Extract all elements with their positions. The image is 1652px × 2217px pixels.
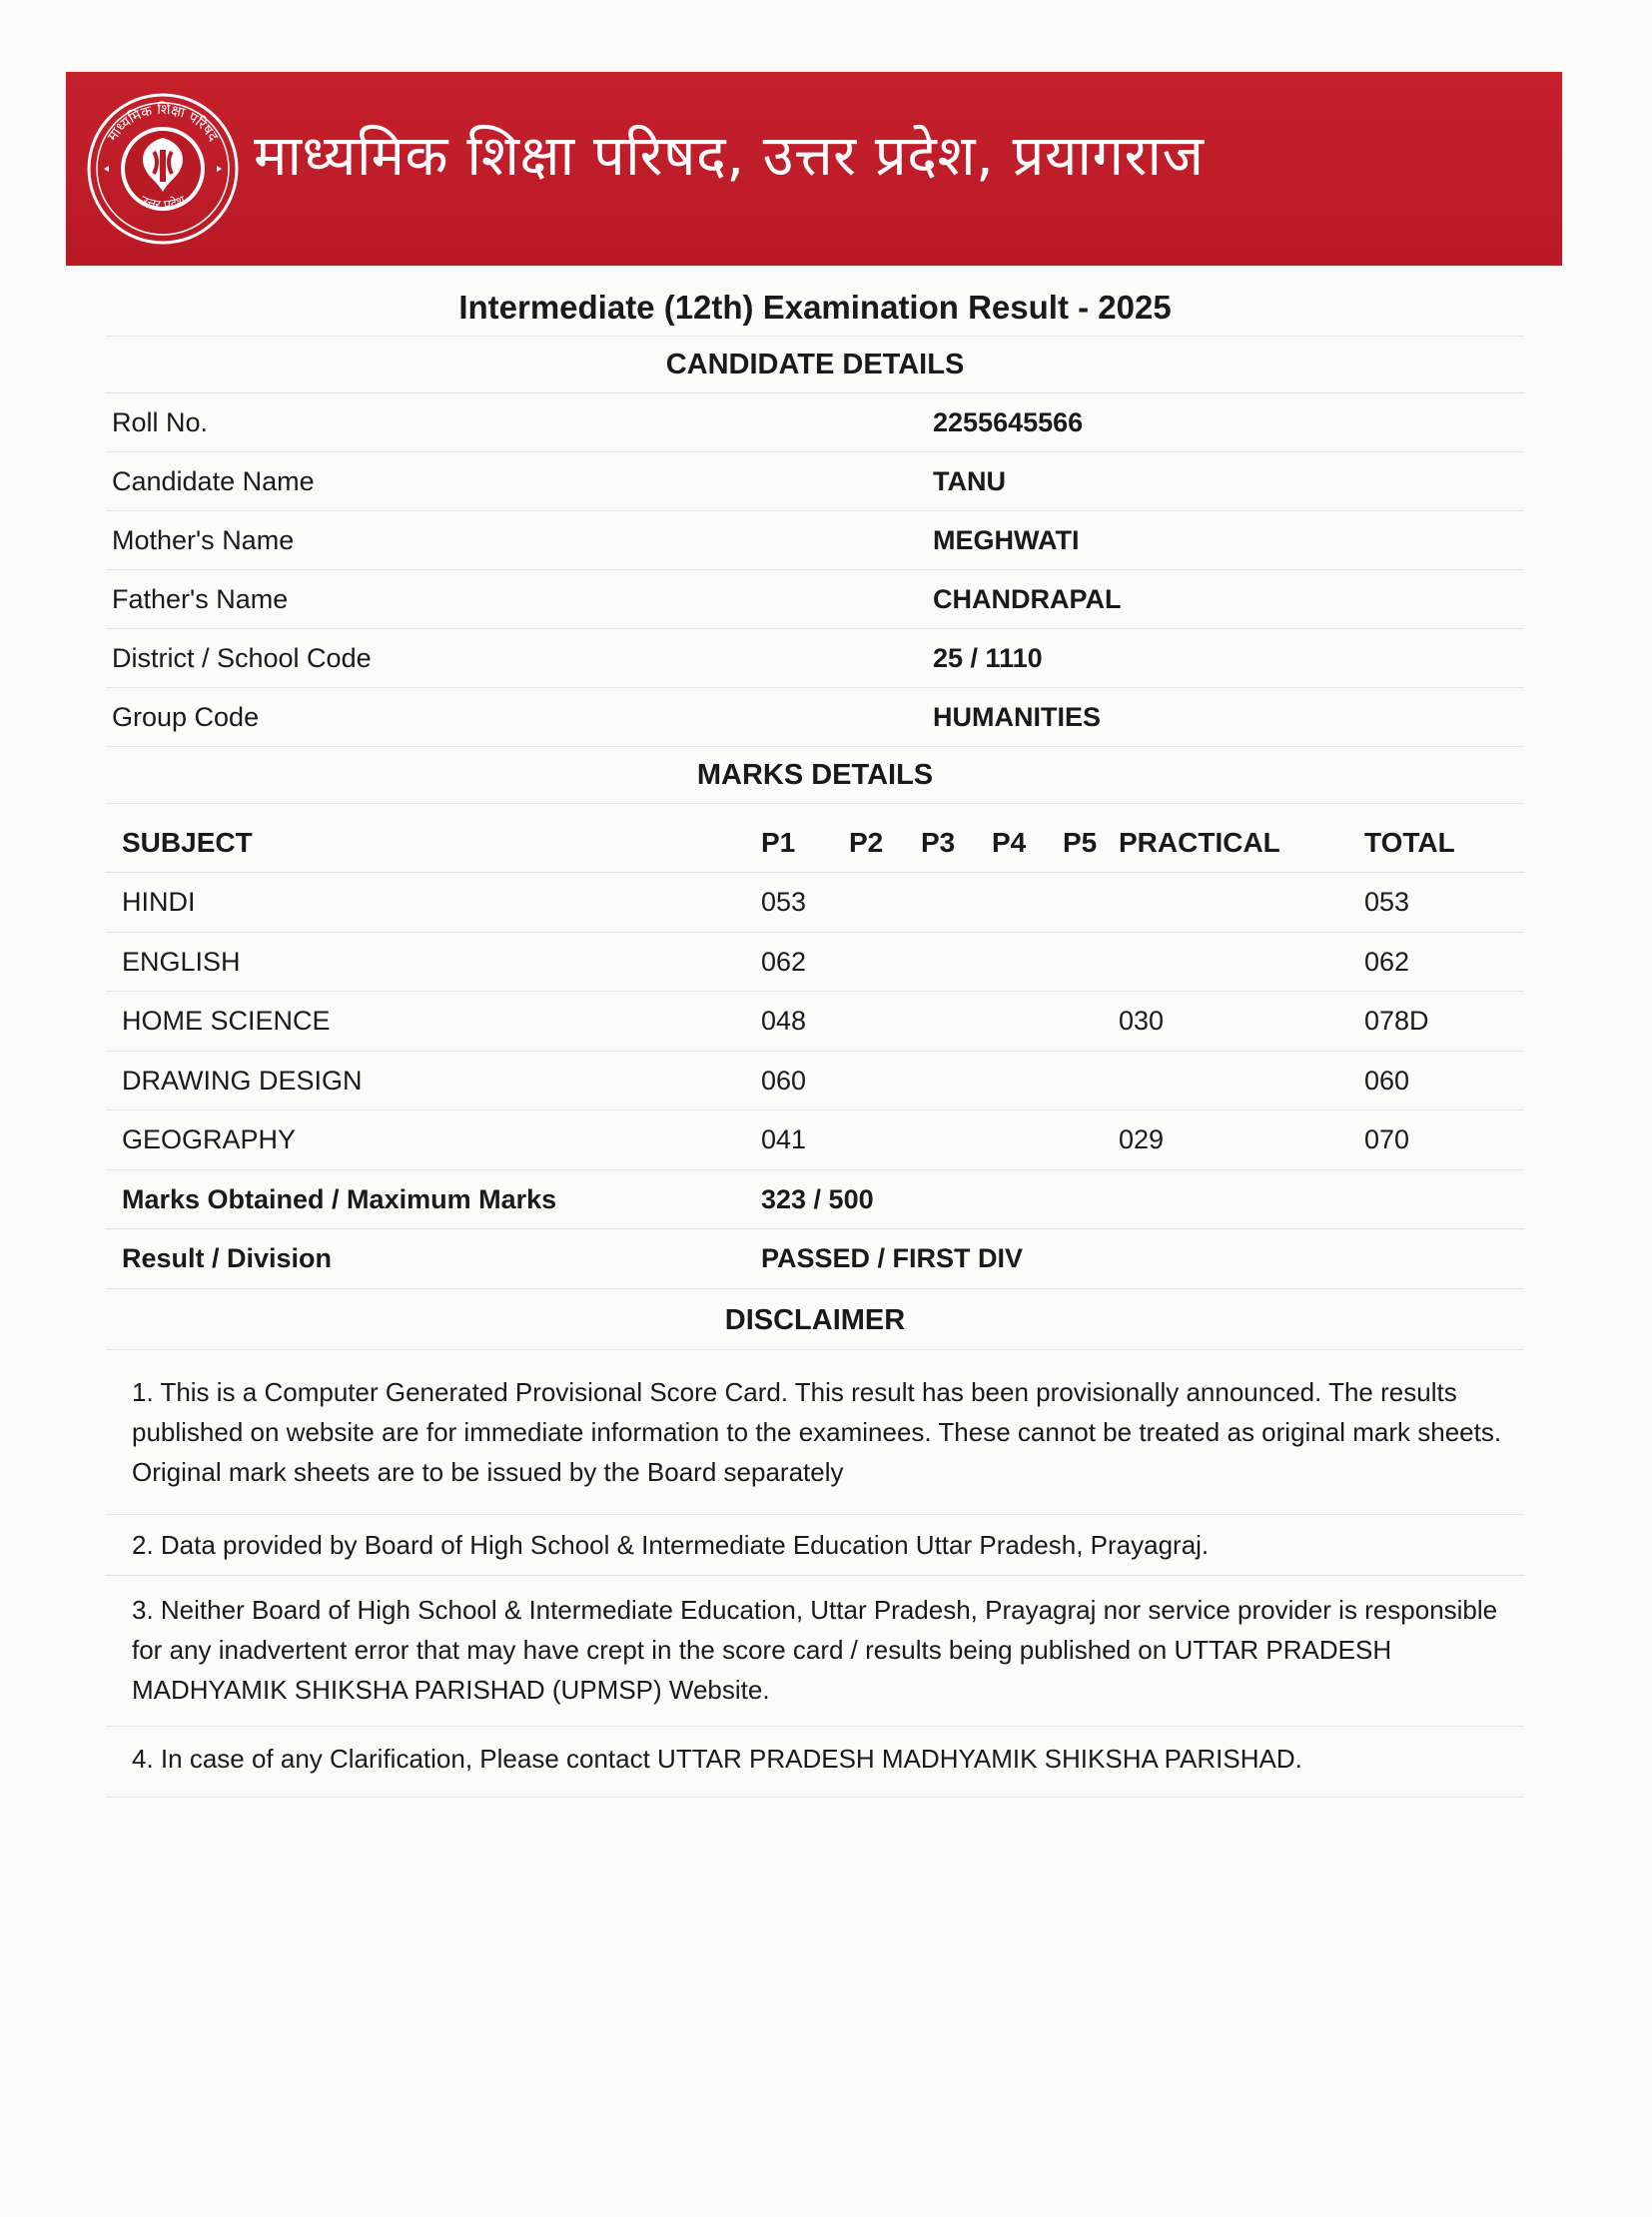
p4-cell <box>992 1110 1063 1169</box>
result-division-label: Result / Division <box>122 1243 333 1273</box>
candidate-label: Candidate Name <box>112 466 315 496</box>
column-header-practical: PRACTICAL <box>1119 827 1280 858</box>
p4-cell <box>992 992 1063 1051</box>
column-header-p2: P2 <box>849 827 884 858</box>
candidate-label: Roll No. <box>112 407 209 437</box>
column-header-subject: SUBJECT <box>122 827 253 858</box>
p5-cell <box>1063 873 1119 932</box>
total-cell: 070 <box>1364 1124 1410 1154</box>
p3-cell <box>921 873 992 932</box>
table-row <box>106 1051 1524 1110</box>
p5-cell <box>1063 1110 1119 1169</box>
candidate-label: Mother's Name <box>112 525 295 555</box>
total-cell: 062 <box>1364 946 1410 977</box>
p1-cell: 062 <box>761 946 807 977</box>
disclaimer-item: 2. Data provided by Board of High School & Intermediate Education Uttar Pradesh, Prayagraj. <box>106 1514 1524 1575</box>
board-name-hindi: माध्यमिक शिक्षा परिषद, उत्तर प्रदेश, प्रयागराज <box>254 124 1205 189</box>
disclaimer-item: 3. Neither Board of High School & Intermediate Education, Uttar Pradesh, Prayagraj nor service provider is responsible for any inadvertent error that may have crept in the score card / results being published on UTTAR PRADESH MADHYAMIK SHIKSHA PARISHAD (UPMSP) Website. <box>106 1575 1524 1726</box>
disclaimer-item: 1. This is a Computer Generated Provisional Score Card. This result has been provisionally announced. The results published on website are for immediate information to the examinees. These cannot be treated as original mark sheets. Original mark sheets are to be issued by the Board separately <box>106 1349 1524 1514</box>
practical-cell: 029 <box>1119 1124 1165 1154</box>
p4-cell <box>992 873 1063 932</box>
candidate-row-father-name <box>106 569 1524 628</box>
column-header-p1: P1 <box>761 827 796 858</box>
p5-cell <box>1063 933 1119 992</box>
candidate-value: CHANDRAPAL <box>933 584 1122 614</box>
candidate-row-name <box>106 451 1524 510</box>
exam-title: Intermediate (12th) Examination Result - 2025 <box>458 289 1172 326</box>
candidate-label: District / School Code <box>112 643 372 673</box>
marks-details-section <box>106 746 1524 1288</box>
candidate-value: MEGHWATI <box>933 525 1080 555</box>
subject-cell: DRAWING DESIGN <box>122 1065 363 1096</box>
column-header-p4: P4 <box>992 827 1027 858</box>
marks-details-heading: MARKS DETAILS <box>106 746 1524 803</box>
p4-cell <box>992 1052 1063 1110</box>
p1-cell: 048 <box>761 1006 807 1036</box>
total-cell: 053 <box>1364 887 1410 917</box>
p2-cell <box>849 1052 921 1110</box>
total-cell: 060 <box>1364 1065 1410 1096</box>
p5-cell <box>1063 992 1119 1051</box>
marks-table-header <box>106 803 1524 872</box>
candidate-details-heading: CANDIDATE DETAILS <box>106 336 1524 392</box>
column-header-total: TOTAL <box>1364 827 1455 858</box>
p2-cell <box>849 992 921 1051</box>
subject-cell: HINDI <box>122 887 196 917</box>
column-header-p3: P3 <box>921 827 956 858</box>
disclaimer-item: 4. In case of any Clarification, Please contact UTTAR PRADESH MADHYAMIK SHIKSHA PARISHAD. <box>106 1726 1524 1797</box>
table-row <box>106 1109 1524 1169</box>
marks-obtained-label: Marks Obtained / Maximum Marks <box>122 1183 557 1214</box>
svg-text:उत्तर प्रदेश: उत्तर प्रदेश <box>137 193 189 214</box>
candidate-row-group-code <box>106 687 1524 746</box>
practical-cell <box>1119 933 1364 992</box>
candidate-label: Father's Name <box>112 584 289 614</box>
p2-cell <box>849 933 921 992</box>
practical-cell <box>1119 1052 1364 1110</box>
candidate-value: 2255645566 <box>933 407 1084 437</box>
p2-cell <box>849 873 921 932</box>
svg-text:माध्यमिक शिक्षा परिषद: माध्यमिक शिक्षा परिषद <box>104 101 222 145</box>
p3-cell <box>921 1052 992 1110</box>
result-division-row <box>106 1228 1524 1288</box>
result-division-value: PASSED / FIRST DIV <box>761 1243 1024 1273</box>
table-row <box>106 932 1524 992</box>
subject-cell: GEOGRAPHY <box>122 1124 297 1154</box>
disclaimer-heading: DISCLAIMER <box>106 1288 1524 1349</box>
subject-cell: HOME SCIENCE <box>122 1006 331 1036</box>
p3-cell <box>921 992 992 1051</box>
column-header-p5: P5 <box>1063 827 1098 858</box>
candidate-row-mother-name <box>106 510 1524 569</box>
practical-cell <box>1119 873 1364 932</box>
disclaimer-section <box>106 1288 1524 1798</box>
p3-cell <box>921 1110 992 1169</box>
candidate-value: TANU <box>933 466 1006 496</box>
candidate-row-district-school-code <box>106 628 1524 687</box>
table-row <box>106 991 1524 1051</box>
total-cell: 078D <box>1364 1006 1429 1036</box>
candidate-value: HUMANITIES <box>933 702 1101 732</box>
p1-cell: 041 <box>761 1124 807 1154</box>
p2-cell <box>849 1110 921 1169</box>
divider <box>106 1797 1524 1798</box>
candidate-row-roll-no <box>106 392 1524 451</box>
candidate-details-section <box>106 336 1524 746</box>
subject-cell: ENGLISH <box>122 946 241 977</box>
candidate-label: Group Code <box>112 702 260 732</box>
result-content <box>106 280 1524 1798</box>
marks-obtained-row <box>106 1169 1524 1229</box>
p5-cell <box>1063 1052 1119 1110</box>
p1-cell: 060 <box>761 1065 807 1096</box>
board-seal-logo <box>86 92 240 246</box>
p3-cell <box>921 933 992 992</box>
header-banner <box>66 72 1562 266</box>
practical-cell: 030 <box>1119 1006 1165 1036</box>
candidate-value: 25 / 1110 <box>933 643 1043 673</box>
marks-obtained-value: 323 / 500 <box>761 1183 874 1214</box>
p1-cell: 053 <box>761 887 807 917</box>
p4-cell <box>992 933 1063 992</box>
table-row <box>106 872 1524 932</box>
